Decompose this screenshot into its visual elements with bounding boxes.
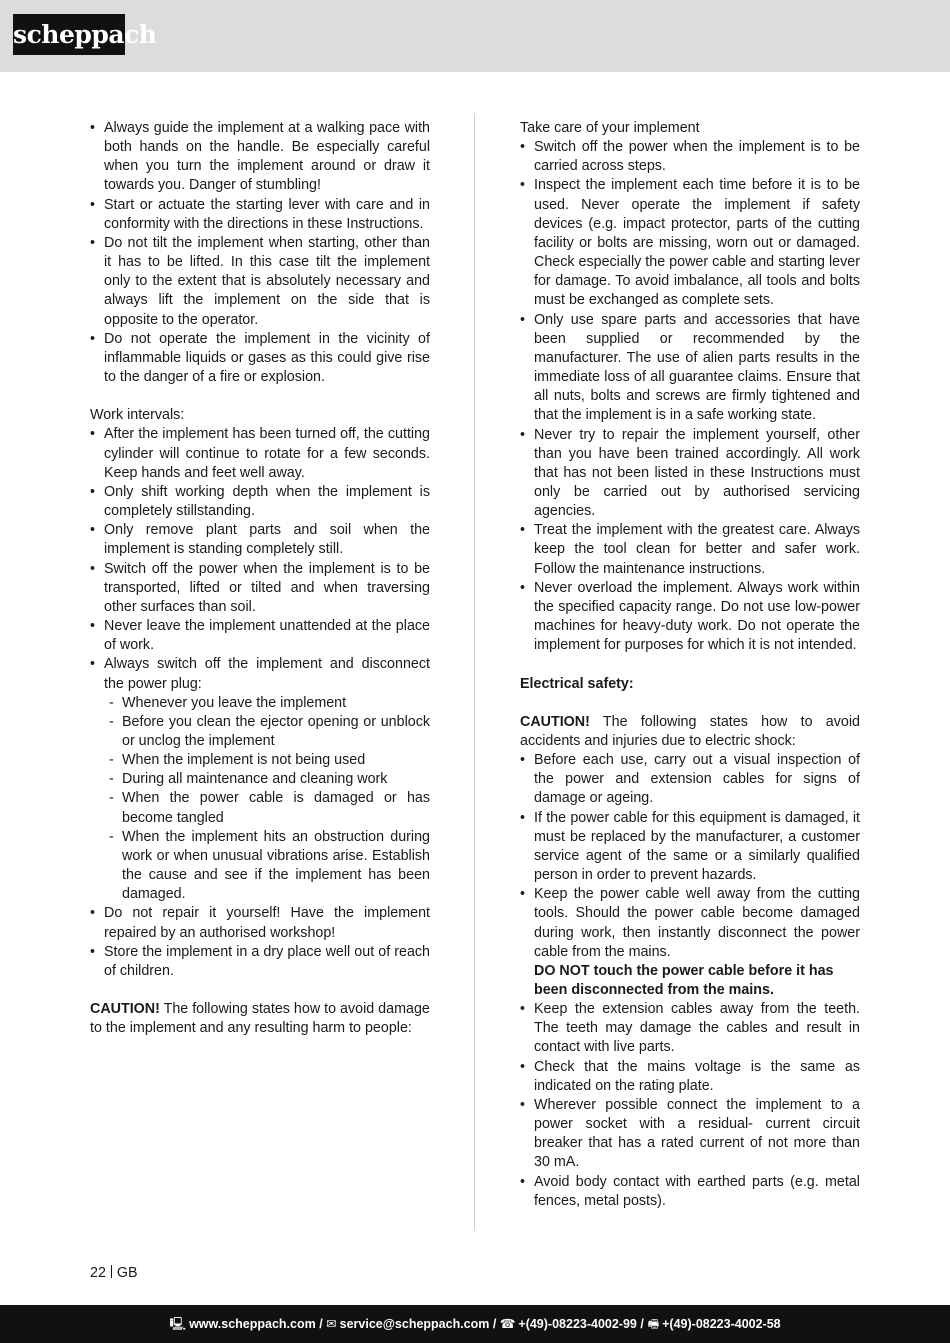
electrical-safety-heading: Electrical safety: (520, 675, 634, 692)
footer-fax: +(49)-08223-4002-58 (662, 1317, 781, 1331)
sub-list-item: - Whenever you leave the implement (90, 694, 430, 713)
list-item: • Inspect the implement each time before it is to be used. Never operate the implement if safety devices (e.g. impact protector, parts of the cutting facility or bolts are missing, worn out or damaged. Check especially the power cable and starting lever for damage. To avoid imbalance, all tools and bolts must be exchanged as complete sets. (520, 176, 860, 310)
work-intervals-heading: Work intervals: (90, 407, 185, 424)
computer-icon: 🖳 (169, 1317, 187, 1331)
list-item: • Store the implement in a dry place well out of reach of children. (90, 943, 430, 981)
sub-list-item: - When the implement is not being used (90, 751, 430, 770)
list-item: • Do not operate the implement in the vicinity of inflammable liquids or gases as this could give rise to the danger of a fire or explosion. (90, 330, 430, 387)
care-list (520, 138, 860, 655)
list-item: • Wherever possible connect the implement to a power socket with a residual- current circuit breaker that has a rated current of not more than 30 mA. (520, 1096, 860, 1173)
caution-paragraph (520, 713, 860, 751)
fax-icon: 🖷 (647, 1317, 660, 1331)
mail-icon: ✉ (326, 1317, 337, 1331)
scheppach-logo: scheppach (13, 14, 125, 55)
work-intervals-list (90, 425, 430, 693)
page-language: GB (116, 1265, 138, 1281)
list-item: • Always switch off the implement and disconnect the power plug: (90, 655, 430, 693)
sub-list-item: - When the implement hits an obstruction during work or when unusual vibrations arise. Establish the cause and see if the implement has been damaged. (90, 828, 430, 905)
power-cable-warning: DO NOT touch the power cable before it has been disconnected from the mains. (534, 962, 834, 998)
list-item: • After the implement has been turned off, the cutting cylinder will continue to rotate for a few seconds. Keep hands and feet well away. (90, 425, 430, 482)
list-item: • Always guide the implement at a walking pace with both hands on the handle. Be especially careful when you turn the implement around or draw it towards you. Danger of stumbling! (90, 119, 430, 196)
footer-website[interactable]: www.scheppach.com (189, 1317, 316, 1331)
page-number (90, 1264, 138, 1283)
list-item: • Never leave the implement unattended at the place of work. (90, 617, 430, 655)
phone-icon: ☎ (499, 1317, 516, 1331)
list-item: • If the power cable for this equipment is damaged, it must be replaced by the manufacturer, a customer service agent of the same or a similarly qualified person in order to prevent hazards. (520, 809, 860, 886)
sub-list-item: - During all maintenance and cleaning work (90, 770, 430, 789)
after-list (90, 904, 430, 981)
list-item: • Only shift working depth when the implement is completely stillstanding. (90, 483, 430, 521)
footer-separator: / (489, 1317, 500, 1331)
footer-separator: / (636, 1317, 648, 1331)
disconnect-sub-list (90, 694, 430, 905)
page-number-value: 22 (90, 1265, 106, 1281)
list-item: • Switch off the power when the implement is to be carried across steps. (520, 138, 860, 176)
footer-phone: +(49)-08223-4002-99 (518, 1317, 637, 1331)
care-heading: Take care of your implement (520, 120, 700, 136)
list-item: • Start or actuate the starting lever with care and in conformity with the directions in these Instructions. (90, 196, 430, 234)
header-bar (0, 0, 950, 72)
caution-text: The following states how to avoid damage to the implement and any resulting harm to people: (90, 1001, 430, 1037)
caution-label: CAUTION! (520, 713, 590, 730)
sub-list-item: - Before you clean the ejector opening or unblock or unclog the implement (90, 713, 430, 751)
list-item: • Keep the extension cables away from the teeth. The teeth may damage the cables and result in contact with live parts. (520, 1000, 860, 1057)
left-column (90, 119, 430, 1038)
sub-list-item: - When the power cable is damaged or has become tangled (90, 789, 430, 827)
list-item: • Never try to repair the implement yourself, other than you have been trained accordingly. All work that has not been listed in these Instructions must only be carried out by authorised servicing agencies. (520, 426, 860, 522)
electrical-list (520, 751, 860, 962)
list-item: • Switch off the power when the implement is to be transported, lifted or tilted and when traversing other surfaces than soil. (90, 560, 430, 617)
caution-paragraph (90, 1000, 430, 1038)
caution-label: CAUTION! (90, 1001, 160, 1018)
footer-email[interactable]: service@scheppach.com (339, 1317, 490, 1331)
list-item: • Do not repair it yourself! Have the implement repaired by an authorised workshop! (90, 904, 430, 942)
list-item: • Only use spare parts and accessories that have been supplied or recommended by the manufacturer. The use of alien parts results in the immediate loss of all guarantee claims. Ensure that all nuts, bolts and screws are firmly tightened and that the implement is in a safe working state. (520, 311, 860, 426)
footer-bar (0, 1305, 950, 1343)
page-number-separator (111, 1265, 112, 1278)
column-divider (474, 113, 475, 1231)
intro-list (90, 119, 430, 387)
caution-text: The following states how to avoid accidents and injuries due to electric shock: (520, 713, 860, 749)
footer-separator: / (315, 1317, 327, 1331)
right-column (520, 119, 860, 1211)
list-item: • Never overload the implement. Always work within the specified capacity range. Do not use low-power machines for heavy-duty work. Do not operate the implement for purposes for which it is not intended. (520, 579, 860, 656)
list-item: • Treat the implement with the greatest care. Always keep the tool clean for better and safer work. Follow the maintenance instructions. (520, 521, 860, 578)
electrical-list-continued (520, 1000, 860, 1211)
list-item: • Keep the power cable well away from the cutting tools. Should the power cable become damaged during work, then instantly disconnect the power cable from the mains. (520, 885, 860, 962)
list-item: • Check that the mains voltage is the same as indicated on the rating plate. (520, 1058, 860, 1096)
list-item: • Avoid body contact with earthed parts (e.g. metal fences, metal posts). (520, 1173, 860, 1211)
list-item: • Before each use, carry out a visual inspection of the power and extension cables for signs of damage or ageing. (520, 751, 860, 808)
list-item: • Do not tilt the implement when starting, other than it has to be lifted. In this case tilt the implement only to the extent that is absolutely necessary and always lift the implement on the side that is opposite to the operator. (90, 234, 430, 330)
list-item: • Only remove plant parts and soil when the implement is standing completely still. (90, 521, 430, 559)
